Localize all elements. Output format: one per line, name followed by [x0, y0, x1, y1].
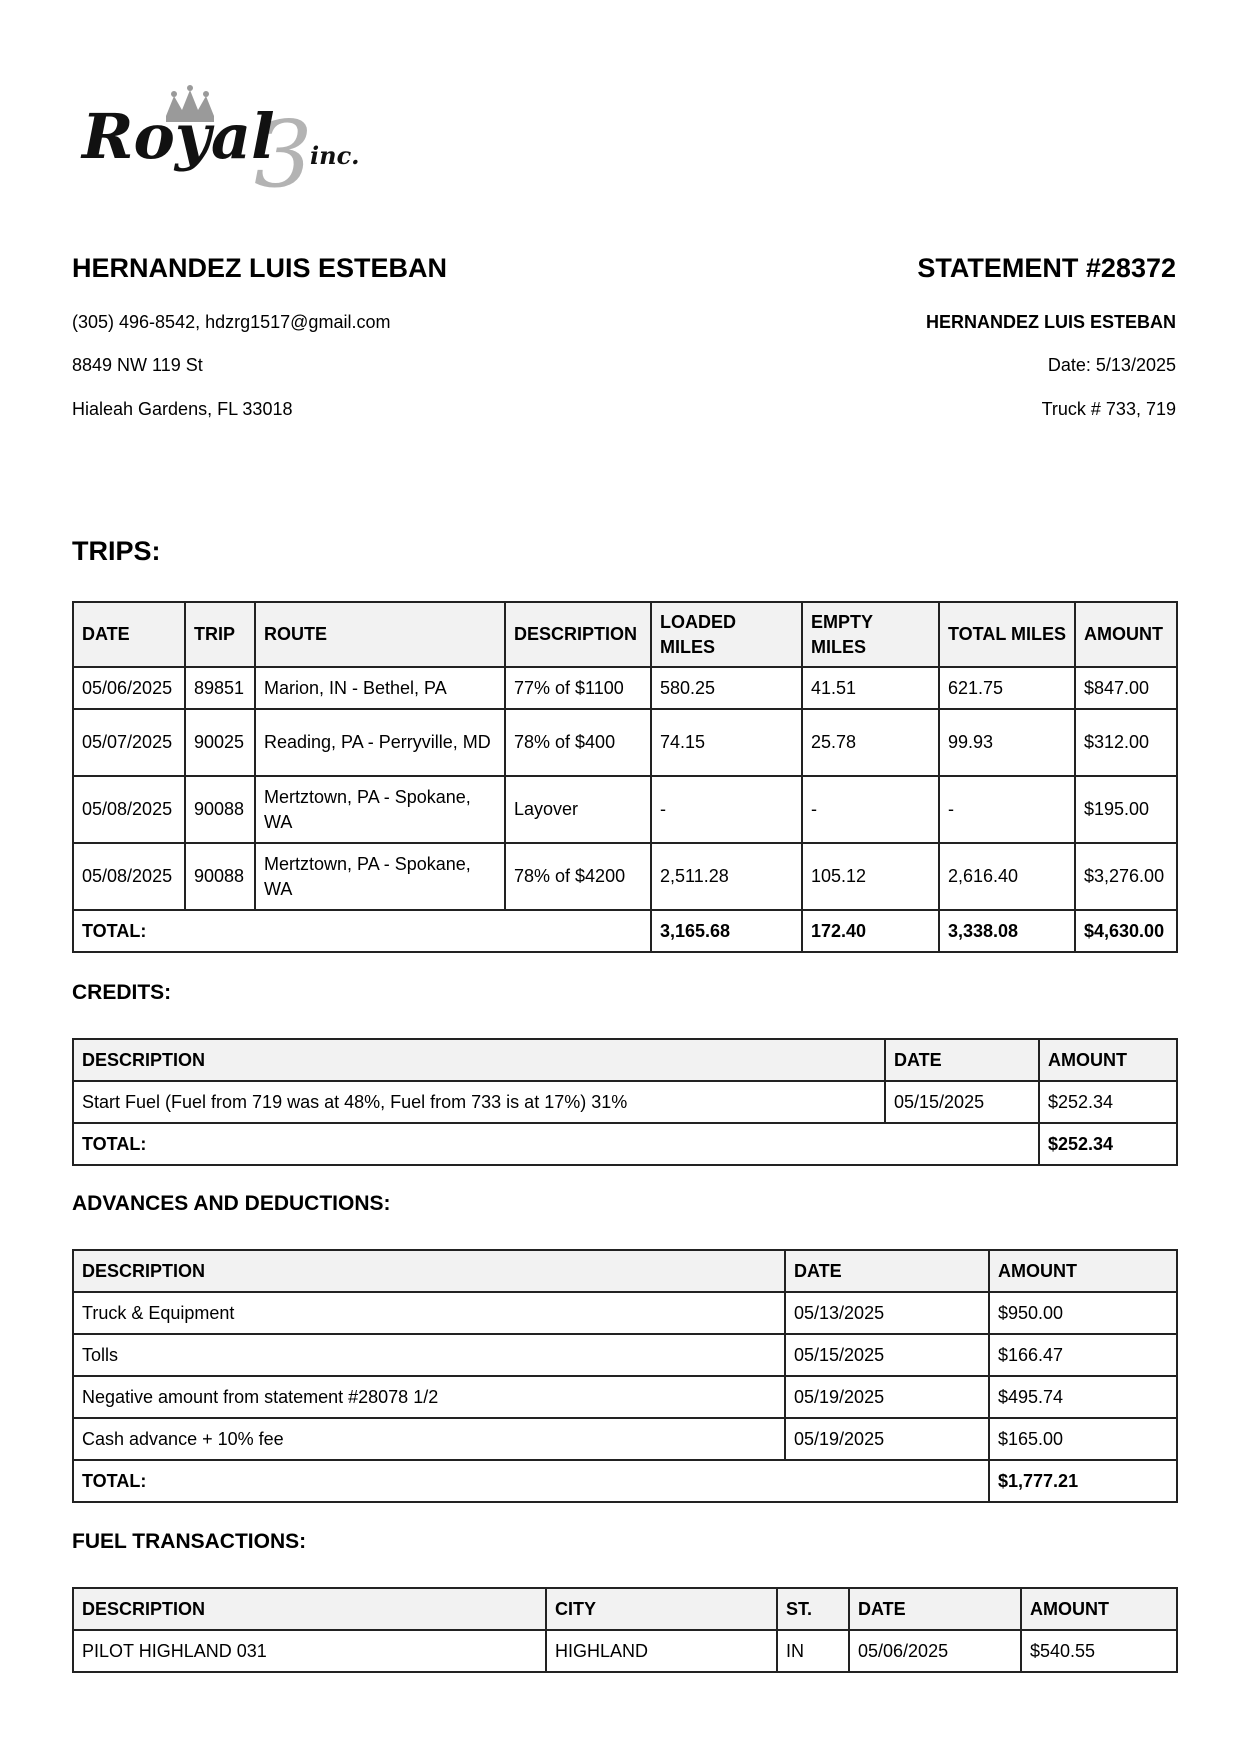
trip-date: 05/07/2025: [73, 709, 185, 776]
royal3-logo: [78, 78, 398, 198]
statement-date: Date: 5/13/2025: [1047, 355, 1176, 375]
trip-loaded-miles: -: [651, 776, 802, 843]
fuel-city: HIGHLAND: [546, 1630, 777, 1672]
total-amount: $1,777.21: [989, 1460, 1177, 1502]
statement-number: STATEMENT #28372: [917, 253, 1176, 283]
table-row: [73, 1334, 1177, 1376]
trip-description: 78% of $4200: [505, 843, 651, 910]
table-row: [73, 709, 1177, 776]
logo-suffix: inc.: [310, 141, 360, 170]
col-empty-miles: EMPTY MILES: [802, 602, 939, 667]
deduction-description: Tolls: [73, 1334, 785, 1376]
credits-title: CREDITS:: [72, 981, 172, 1004]
trip-route: Reading, PA - Perryville, MD: [255, 709, 505, 776]
total-label: TOTAL:: [73, 1123, 1039, 1165]
deduction-description: Cash advance + 10% fee: [73, 1418, 785, 1460]
trip-loaded-miles: 580.25: [651, 667, 802, 709]
fuel-table: [72, 1587, 1178, 1673]
fuel-state: IN: [777, 1630, 849, 1672]
trip-date: 05/06/2025: [73, 667, 185, 709]
trip-loaded-miles: 74.15: [651, 709, 802, 776]
driver-address-line2: Hialeah Gardens, FL 33018: [72, 399, 293, 419]
total-amount: $4,630.00: [1075, 910, 1177, 952]
statement-driver-name: HERNANDEZ LUIS ESTEBAN: [925, 312, 1176, 332]
trip-id: 90088: [185, 776, 255, 843]
trip-total-miles: 621.75: [939, 667, 1075, 709]
trip-total-miles: 2,616.40: [939, 843, 1075, 910]
fuel-date: 05/06/2025: [849, 1630, 1021, 1672]
trips-title: TRIPS:: [72, 536, 161, 566]
col-amount: AMOUNT: [1039, 1039, 1177, 1081]
col-state: ST.: [777, 1588, 849, 1630]
table-row: [73, 1292, 1177, 1334]
credit-date: 05/15/2025: [885, 1081, 1039, 1123]
trip-id: 90025: [185, 709, 255, 776]
trip-description: 77% of $1100: [505, 667, 651, 709]
trips-table: [72, 601, 1178, 953]
trip-description: 78% of $400: [505, 709, 651, 776]
trip-total-miles: -: [939, 776, 1075, 843]
trip-route: Mertztown, PA - Spokane, WA: [255, 776, 505, 843]
col-trip: TRIP: [185, 602, 255, 667]
total-amount: $252.34: [1039, 1123, 1177, 1165]
credit-amount: $252.34: [1039, 1081, 1177, 1123]
table-row: [73, 667, 1177, 709]
deduction-date: 05/13/2025: [785, 1292, 989, 1334]
trip-total-miles: 99.93: [939, 709, 1075, 776]
col-city: CITY: [546, 1588, 777, 1630]
table-row: [73, 1376, 1177, 1418]
advances-title: ADVANCES AND DEDUCTIONS:: [72, 1192, 391, 1215]
trip-empty-miles: 105.12: [802, 843, 939, 910]
trip-amount: $847.00: [1075, 667, 1177, 709]
total-label: TOTAL:: [73, 1460, 989, 1502]
trips-total-row: [73, 910, 1177, 952]
statement-info: [917, 252, 1176, 419]
total-miles: 3,338.08: [939, 910, 1075, 952]
fuel-title: FUEL TRANSACTIONS:: [72, 1530, 307, 1553]
col-date: DATE: [849, 1588, 1021, 1630]
driver-info: [72, 252, 448, 419]
deduction-description: Negative amount from statement #28078 1/2: [73, 1376, 785, 1418]
total-label: TOTAL:: [73, 910, 651, 952]
truck-numbers: Truck # 733, 719: [1041, 399, 1176, 419]
total-empty-miles: 172.40: [802, 910, 939, 952]
trip-empty-miles: 25.78: [802, 709, 939, 776]
driver-address-line1: 8849 NW 119 St: [72, 355, 203, 375]
advances-total-row: [73, 1460, 1177, 1502]
col-description: DESCRIPTION: [73, 1588, 546, 1630]
trip-id: 90088: [185, 843, 255, 910]
col-date: DATE: [885, 1039, 1039, 1081]
col-amount: AMOUNT: [1075, 602, 1177, 667]
fuel-header-row: [73, 1588, 1177, 1630]
logo-brand: Royal: [82, 100, 275, 173]
trip-amount: $312.00: [1075, 709, 1177, 776]
logo-mark: 3: [254, 101, 313, 198]
trip-description: Layover: [505, 776, 651, 843]
table-row: [73, 1418, 1177, 1460]
col-amount: AMOUNT: [1021, 1588, 1177, 1630]
deduction-amount: $950.00: [989, 1292, 1177, 1334]
table-row: [73, 1081, 1177, 1123]
deduction-date: 05/15/2025: [785, 1334, 989, 1376]
col-date: DATE: [73, 602, 185, 667]
deduction-date: 05/19/2025: [785, 1376, 989, 1418]
col-description: DESCRIPTION: [505, 602, 651, 667]
total-loaded-miles: 3,165.68: [651, 910, 802, 952]
col-total-miles: TOTAL MILES: [939, 602, 1075, 667]
credit-description: Start Fuel (Fuel from 719 was at 48%, Fuel from 733 is at 17%) 31%: [73, 1081, 885, 1123]
trip-loaded-miles: 2,511.28: [651, 843, 802, 910]
col-route: ROUTE: [255, 602, 505, 667]
col-description: DESCRIPTION: [73, 1039, 885, 1081]
deduction-amount: $165.00: [989, 1418, 1177, 1460]
deduction-date: 05/19/2025: [785, 1418, 989, 1460]
table-row: [73, 776, 1177, 843]
deduction-description: Truck & Equipment: [73, 1292, 785, 1334]
col-amount: AMOUNT: [989, 1250, 1177, 1292]
trip-empty-miles: 41.51: [802, 667, 939, 709]
trip-route: Mertztown, PA - Spokane, WA: [255, 843, 505, 910]
trip-date: 05/08/2025: [73, 843, 185, 910]
deduction-amount: $166.47: [989, 1334, 1177, 1376]
trip-empty-miles: -: [802, 776, 939, 843]
advances-table: [72, 1249, 1178, 1503]
trip-amount: $195.00: [1075, 776, 1177, 843]
credits-table: [72, 1038, 1178, 1166]
credits-total-row: [73, 1123, 1177, 1165]
credits-header-row: [73, 1039, 1177, 1081]
col-loaded-miles: LOADED MILES: [651, 602, 802, 667]
trip-date: 05/08/2025: [73, 776, 185, 843]
trips-header-row: [73, 602, 1177, 667]
trip-route: Marion, IN - Bethel, PA: [255, 667, 505, 709]
driver-name: HERNANDEZ LUIS ESTEBAN: [72, 253, 448, 283]
trip-id: 89851: [185, 667, 255, 709]
trip-amount: $3,276.00: [1075, 843, 1177, 910]
fuel-description: PILOT HIGHLAND 031: [73, 1630, 546, 1672]
advances-header-row: [73, 1250, 1177, 1292]
col-date: DATE: [785, 1250, 989, 1292]
fuel-amount: $540.55: [1021, 1630, 1177, 1672]
table-row: [73, 843, 1177, 910]
deduction-amount: $495.74: [989, 1376, 1177, 1418]
table-row: [73, 1630, 1177, 1672]
col-description: DESCRIPTION: [73, 1250, 785, 1292]
driver-contact: (305) 496-8542, hdzrg1517@gmail.com: [72, 312, 391, 332]
